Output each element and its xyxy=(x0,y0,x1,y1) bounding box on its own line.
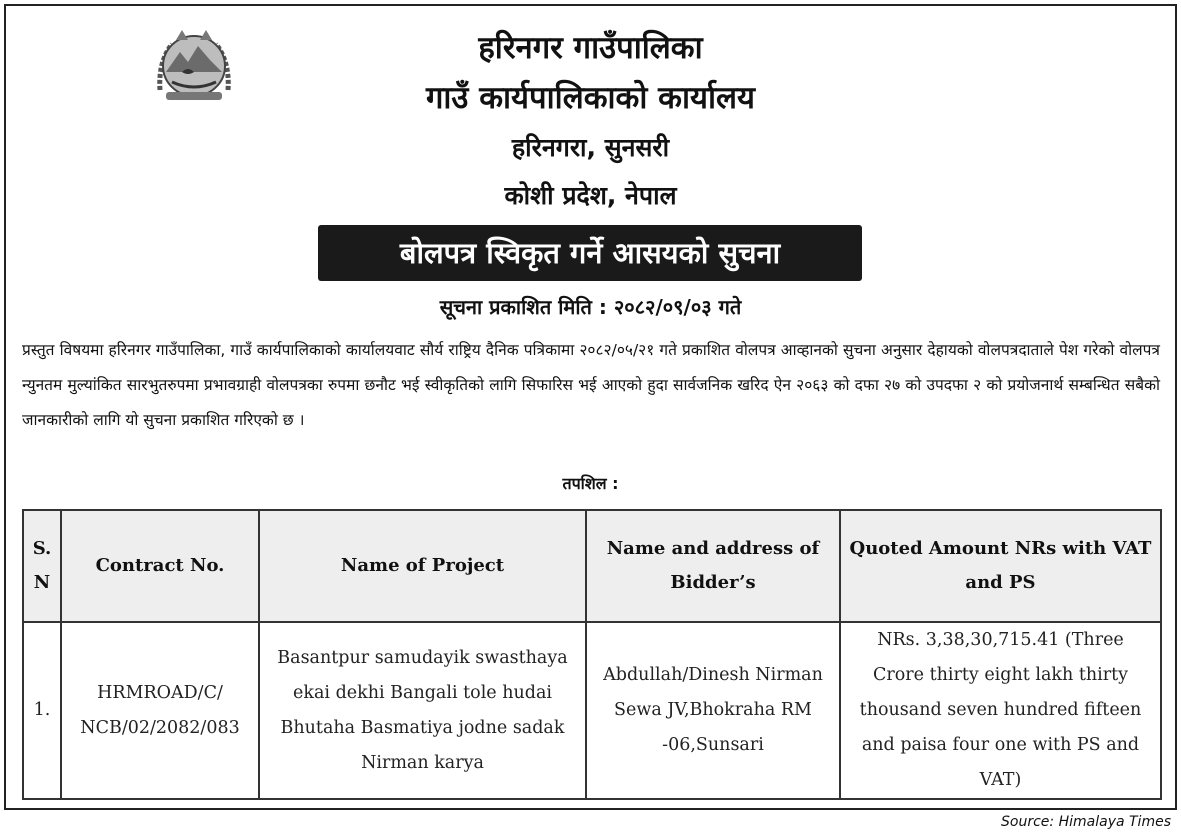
office-name: गाउँ कार्यपालिकाको कार्यालय xyxy=(425,80,756,116)
header-contract-no: Contract No. xyxy=(61,510,259,622)
source-credit: Source: Himalaya Times xyxy=(1001,814,1171,830)
cell-project-name: Basantpur samudayik swasthaya ekai dekhi Bangali tole hudai Bhutaha Basmatiya jodne sadak Nirman karya xyxy=(259,622,586,799)
cell-sn: 1. xyxy=(23,622,61,799)
header-bidder: Name and address of Bidder’s xyxy=(586,510,840,622)
notice-title-banner: बोलपत्र स्विकृत गर्ने आसयको सुचना xyxy=(318,225,862,281)
province-country: कोशी प्रदेश, नेपाल xyxy=(504,181,677,210)
cell-quoted-amount: NRs. 3,38,30,715.41 (Three Crore thirty eight lakh thirty thousand seven hundred fifteen and paisa four one with PS and VAT) xyxy=(840,622,1161,799)
cell-contract-no: HRMROAD/C/ NCB/02/2082/083 xyxy=(61,622,259,799)
header-quoted-amount: Quoted Amount NRs with VAT and PS xyxy=(840,510,1161,622)
notice-body: प्रस्तुत विषयमा हरिनगर गाउँपालिका, गाउँ कार्यपालिकाको कार्यालयवाट सौर्य राष्ट्रिय दैनिक पत्रिकामा २०८२/०५/२१ गते प्रकाशित वोलपत्र आव्हानको सुचना अनुसार देहायको वोलपत्रदाताले पेश गरेको वोलपत्र न्युनतम मुल्यांकित सारभुतरुपमा प्रभावग्राही वोलपत्रका रुपमा छनौट भई स्वीकृतिको लागि सिफारिस भई आएको हुदा सार्वजनिक खरिद ऐन २०६३ को दफा २७ को उपदफा २ को प्रयोजनार्थ सम्बन्धित सबैको जानकारीको लागि यो सुचना प्रकाशित गरिएको छ । xyxy=(22,341,1160,429)
cell-bidder: Abdullah/Dinesh Nirman Sewa JV,Bhokraha RM -06,Sunsari xyxy=(586,622,840,799)
publish-date: सूचना प्रकाशित मिति : २०८२/०९/०३ गते xyxy=(439,295,742,319)
header-sn: S. N xyxy=(23,510,61,622)
header-project-name: Name of Project xyxy=(259,510,586,622)
bid-table xyxy=(22,509,1162,800)
table-row xyxy=(23,622,1161,799)
office-address: हरिनगरा, सुनसरी xyxy=(511,133,670,162)
details-label: तपशिल : xyxy=(562,474,619,493)
municipality-name: हरिनगर गाउँपालिका xyxy=(478,30,703,66)
table-header-row xyxy=(23,510,1161,622)
